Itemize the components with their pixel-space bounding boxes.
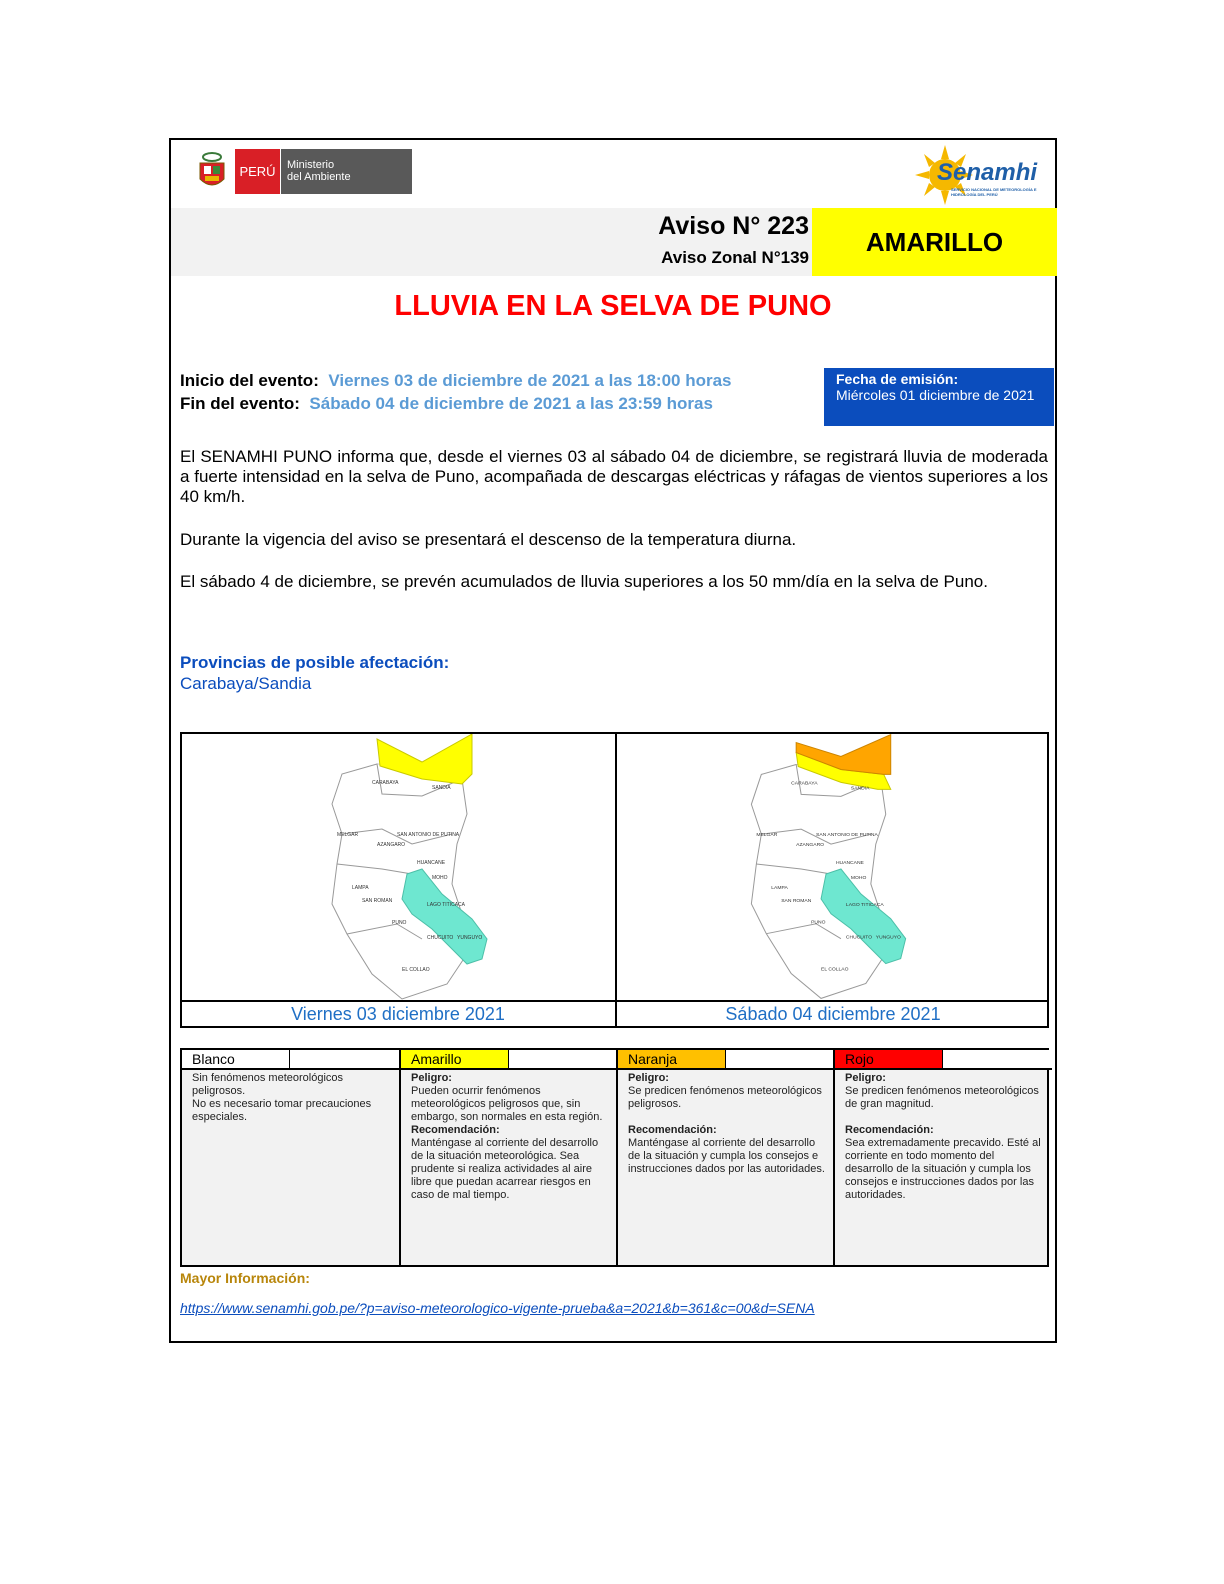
legend-recommendation-text: Sea extremadamente precavido. Esté al corriente en todo momento del desarrollo de la situación y cumpla los consejos e instrucciones dados por las autoridades.: [845, 1137, 1041, 1201]
senamhi-subtitle: SERVICIO NACIONAL DE METEOROLOGÍA E HIDROLOGÍA DEL PERÚ: [951, 187, 1037, 197]
region-label: SAN ANTONIO DE PUTINA: [397, 832, 460, 838]
legend-level-naranja: [616, 1050, 835, 1265]
map-date-row: [182, 1000, 1047, 1028]
provinces-title: Provincias de posible afectación:: [180, 653, 450, 672]
region-label: CARABAYA: [372, 780, 399, 786]
legend-text: Sin fenómenos meteorológicos peligrosos.: [192, 1072, 344, 1097]
region-label: HUANCANE: [417, 860, 446, 866]
legend-recommendation-label: Recomendación:: [845, 1124, 934, 1136]
legend-danger-label: Peligro:: [411, 1072, 452, 1084]
legend-level-rojo: [833, 1050, 1052, 1265]
legend-danger-text: Se predicen fenómenos meteorológicos peligrosos.: [628, 1085, 822, 1110]
body-paragraph: Durante la vigencia del aviso se presentará el descenso de la temperatura diurna.: [180, 530, 797, 549]
region-label: SANDIA: [850, 786, 870, 792]
provinces-value: Carabaya/Sandia: [180, 674, 312, 693]
event-start: [180, 371, 732, 391]
region-label: MOHO: [850, 875, 867, 881]
region-label: HUANCANE: [835, 861, 864, 867]
maps-table: [180, 732, 1049, 1028]
region-label: SANDIA: [432, 785, 451, 791]
issue-date-label: Fecha de emisión:: [836, 371, 959, 387]
notice-document: [169, 138, 1057, 1343]
region-label: LAMPA: [352, 885, 369, 891]
notice-title: LLUVIA EN LA SELVA DE PUNO: [394, 290, 832, 322]
legend-level-amarillo: [399, 1050, 618, 1265]
alert-levels-legend: [180, 1048, 1049, 1267]
region-label: EL COLLAO: [402, 967, 430, 973]
region-label: CARABAYA: [791, 781, 818, 787]
legend-danger-label: Peligro:: [628, 1072, 669, 1084]
region-label: AZANGARO: [796, 843, 825, 849]
legend-level-blanco: [182, 1050, 399, 1265]
ministry-line-1: Ministerio: [287, 159, 335, 171]
issue-date-value: Miércoles 01 diciembre de 2021: [836, 387, 1035, 403]
legend-recommendation-label: Recomendación:: [411, 1124, 500, 1136]
event-end: [180, 394, 713, 414]
region-label: PUNO: [811, 920, 826, 926]
event-end-value: Sábado 04 de diciembre de 2021 a las 23:59 horas: [309, 394, 713, 413]
more-info-link[interactable]: https://www.senamhi.gob.pe/?p=aviso-meteorologico-vigente-prueba&a=2021&b=361&c=00&d=SENA: [180, 1300, 815, 1316]
notice-number: Aviso N° 223: [658, 212, 809, 240]
legend-recommendation-text: Manténgase al corriente del desarrollo de la situación y cumpla los consejos e instrucciones dados por las autoridades.: [628, 1137, 825, 1175]
puno-map-day-2: [617, 734, 1048, 1000]
puno-map-day-1: [182, 734, 615, 1000]
event-start-value: Viernes 03 de diciembre de 2021 a las 18:00 horas: [328, 371, 732, 390]
region-label: AZANGARO: [377, 842, 406, 848]
legend-recommendation-label: Recomendación:: [628, 1124, 717, 1136]
issue-date-box: [824, 368, 1054, 426]
map-day-1: [182, 734, 615, 1000]
legend-danger-label: Peligro:: [845, 1072, 886, 1084]
peru-ministry-logo: [195, 149, 412, 194]
region-label: YUNGUYO: [875, 935, 901, 941]
map-date-label-day-2: Sábado 04 diciembre 2021: [615, 1002, 1049, 1026]
region-label: MELGAR: [337, 832, 359, 838]
region-label: CHUCUITO: [845, 935, 873, 941]
body-paragraph: El sábado 4 de diciembre, se prevén acumulados de lluvia superiores a los 50 mm/día en la selva de Puno.: [180, 572, 988, 591]
region-label: EL COLLAO: [821, 967, 849, 973]
ministry-line-2: del Ambiente: [287, 171, 351, 183]
region-label: MOHO: [432, 875, 448, 881]
region-label: LAGO TITICACA: [845, 902, 884, 908]
region-label: LAGO TITICACA: [427, 902, 465, 908]
senamhi-wordmark: Senamhi: [937, 159, 1038, 186]
legend-swatch: Naranja: [618, 1050, 726, 1068]
region-label: LAMPA: [771, 885, 788, 891]
region-label: SAN ROMAN: [781, 898, 812, 904]
map-day-2: [615, 734, 1050, 1000]
region-label: YUNGUYO: [457, 935, 483, 941]
body-paragraph: El SENAMHI PUNO informa que, desde el viernes 03 al sábado 04 de diciembre, se registrará lluvia de moderada a fuerte intensidad en la selva de Puno, acompañada de descargas eléctricas y ráfagas de vientos superiores a los 40 km/h.: [180, 447, 1048, 506]
region-label: SAN ROMAN: [362, 898, 393, 904]
region-label: PUNO: [392, 920, 407, 926]
ministry-label: [280, 149, 412, 194]
zonal-notice-number: Aviso Zonal N°139: [661, 248, 809, 267]
legend-danger-text: Se predicen fenómenos meteorológicos de gran magnitud.: [845, 1085, 1039, 1110]
senamhi-logo: [915, 143, 1055, 207]
legend-swatch: Blanco: [182, 1050, 290, 1068]
coat-of-arms-icon: [195, 149, 229, 194]
peru-label: PERÚ: [235, 149, 280, 194]
legend-swatch: Amarillo: [401, 1050, 509, 1068]
region-label: CHUCUITO: [427, 935, 454, 941]
legend-danger-text: Pueden ocurrir fenómenos meteorológicos peligrosos que, sin embargo, son normales en esta región.: [411, 1085, 603, 1123]
legend-recommendation-text: Manténgase al corriente del desarrollo de la situación meteorológica. Sea prudente si realiza actividades al aire libre que puedan acarrear riesgos en caso de mal tiempo.: [411, 1137, 599, 1201]
map-date-label-day-1: Viernes 03 diciembre 2021: [291, 1004, 505, 1024]
event-start-label: Inicio del evento:: [180, 371, 319, 390]
region-label: SAN ANTONIO DE PUTINA: [816, 833, 878, 839]
region-label: MELGAR: [756, 833, 778, 839]
alert-level-badge: AMARILLO: [812, 208, 1057, 276]
event-end-label: Fin del evento:: [180, 394, 300, 413]
legend-swatch: Rojo: [835, 1050, 943, 1068]
legend-text: No es necesario tomar precauciones especiales.: [192, 1098, 372, 1123]
more-info-label: Mayor Información:: [180, 1270, 310, 1286]
